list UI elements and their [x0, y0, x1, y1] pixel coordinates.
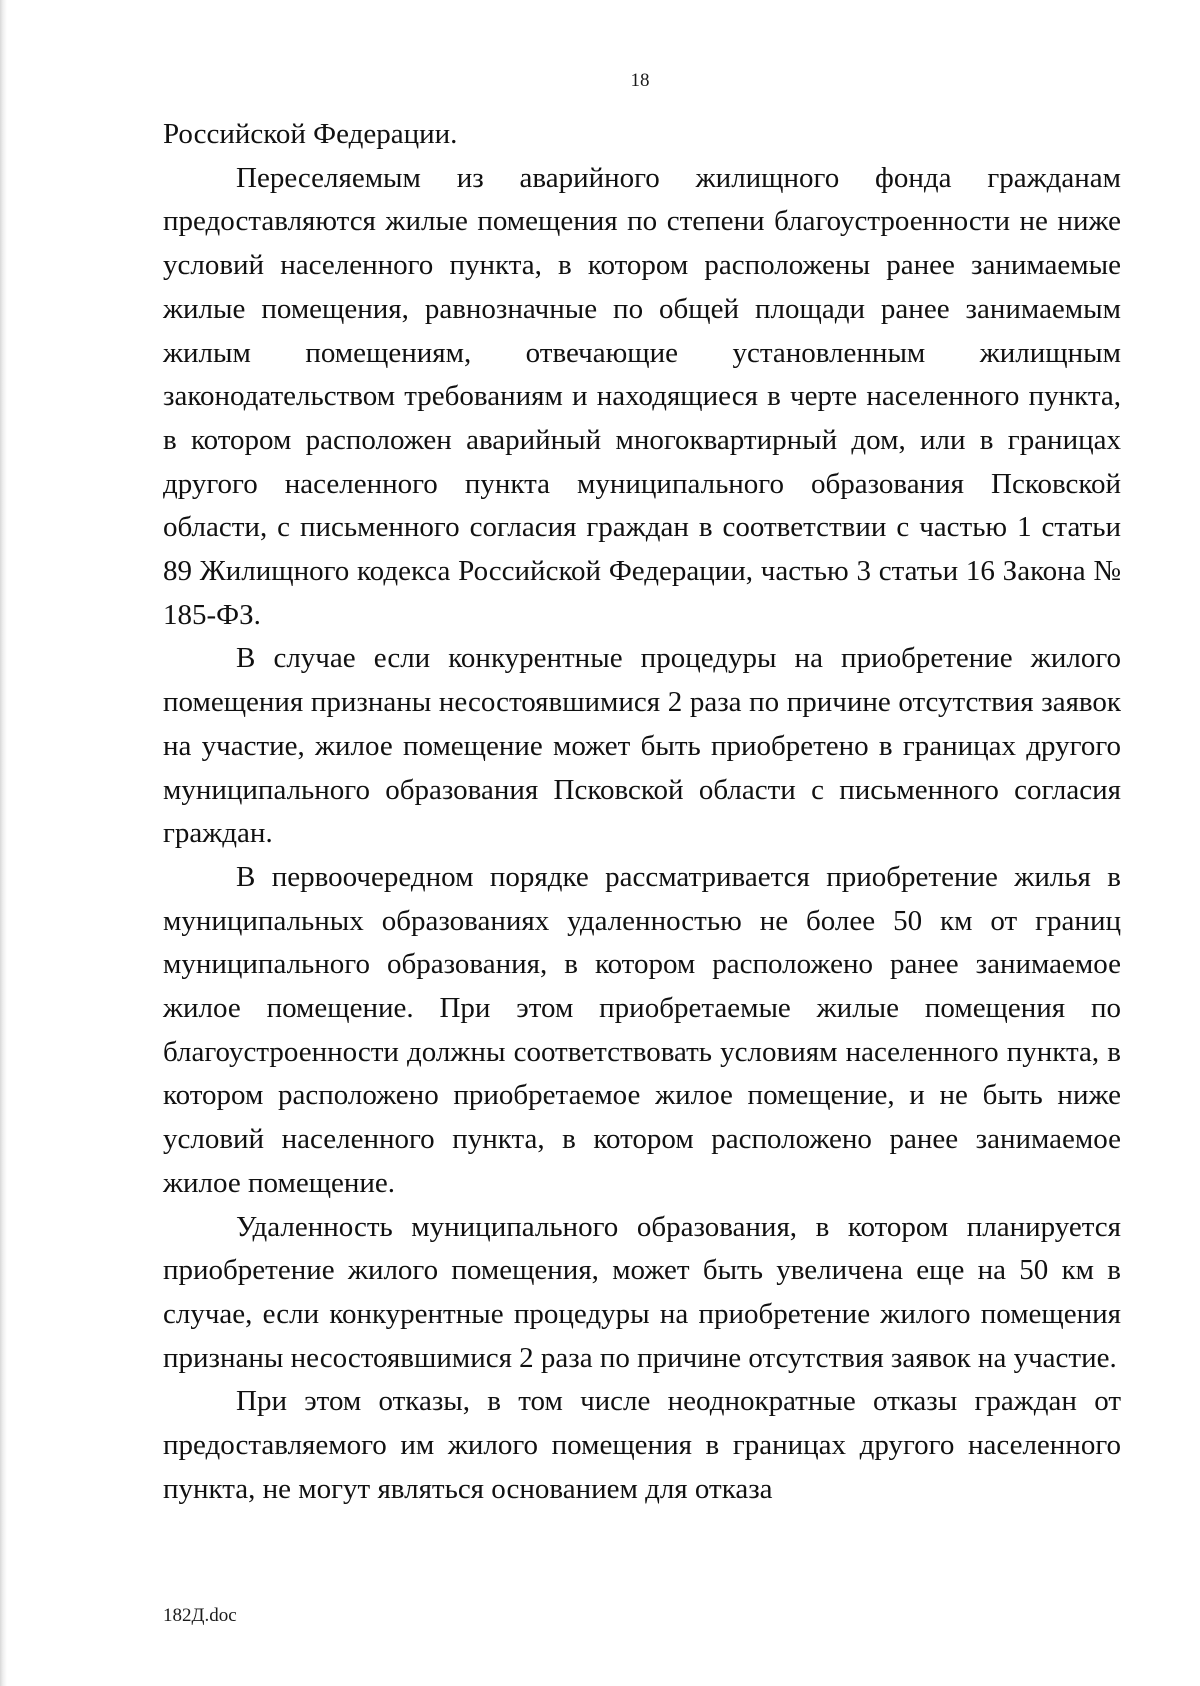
document-body: [163, 113, 1121, 1512]
scan-edge-artifact: [0, 0, 7, 1686]
paragraph: Переселяемым из аварийного жилищного фонда гражданам предоставляются жилые помещения по степени благоустроенности не ниже условий населенного пункта, в котором расположены ранее занимаемые жилые помещения, равнозначные по общей площади ранее занимаемым жилым помещениям, отвечающие установленным жилищным законодательством требованиям и находящиеся в черте населенного пункта, в котором расположен аварийный многоквартирный дом, или в границах другого населенного пункта муниципального образования Псковской области, с письменного согласия граждан в соответствии с частью 1 статьи 89 Жилищного кодекса Российской Федерации, частью 3 статьи 16 Закона № 185-ФЗ.: [163, 161, 1121, 631]
page-number: 18: [630, 70, 650, 91]
paragraph: В первоочередном порядке рассматривается приобретение жилья в муниципальных образованиях удаленностью не более 50 км от границ муниципального образования, в котором расположено ранее занимаемое жилое помещение. При этом приобретаемые жилые помещения по благоустроенности должны соответствовать условиям населенного пункта, в котором расположено приобретаемое жилое помещение, и не быть ниже условий населенного пункта, в котором расположено ранее занимаемое жилое помещение.: [163, 860, 1121, 1199]
footer-filename: 182Д.doc: [163, 1605, 237, 1626]
paragraph: Удаленность муниципального образования, в котором планируется приобретение жилого помещения, может быть увеличена еще на 50 км в случае, если конкурентные процедуры на приобретение жилого помещения признаны несостоявшимися 2 раза по причине отсутствия заявок на участие.: [163, 1210, 1121, 1374]
paragraph: В случае если конкурентные процедуры на приобретение жилого помещения признаны несостоявшимися 2 раза по причине отсутствия заявок на участие, жилое помещение может быть приобретено в границах другого муниципального образования Псковской области с письменного согласия граждан.: [163, 642, 1121, 850]
paragraph: При этом отказы, в том числе неоднократные отказы граждан от предоставляемого им жилого помещения в границах другого населенного пункта, не могут являться основанием для отказа: [163, 1385, 1121, 1505]
paragraph-continuation: Российской Федерации.: [163, 118, 458, 150]
